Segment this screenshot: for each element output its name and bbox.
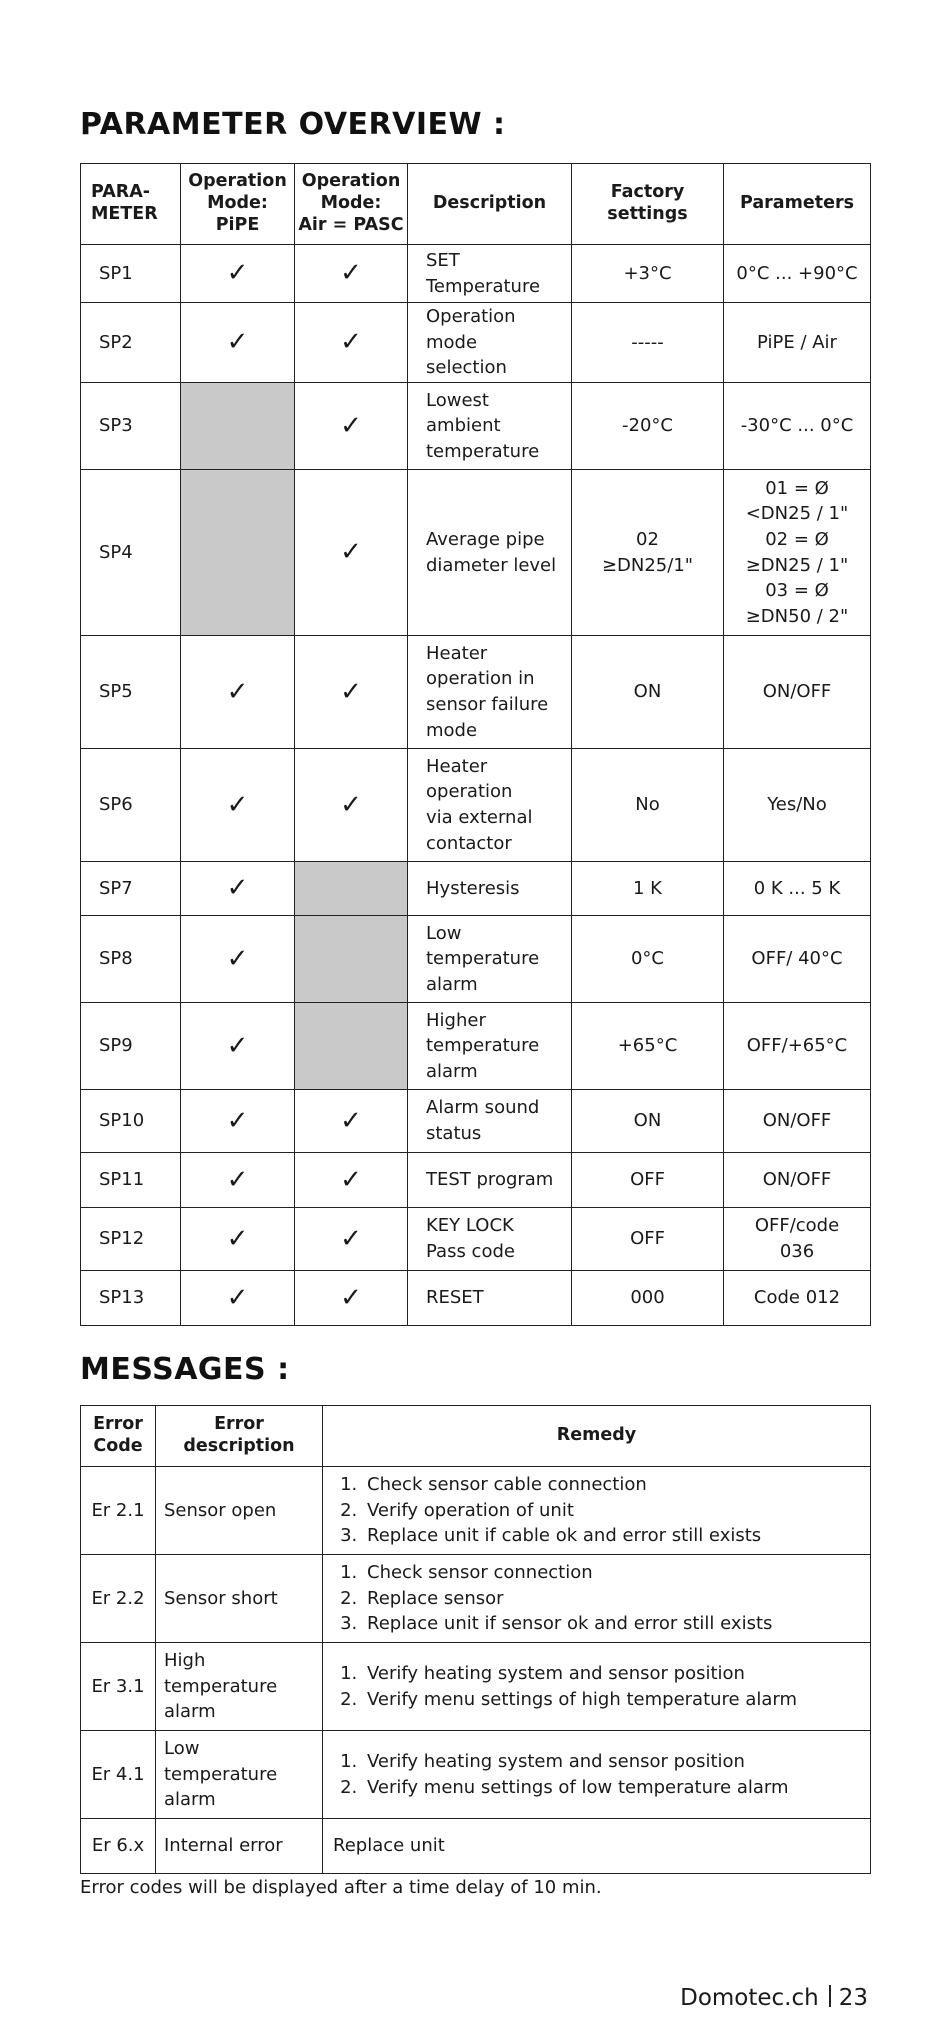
parameter-range-text: 0°C ... +90°C [736,262,858,284]
error-remedy [323,1467,871,1555]
parameter-table [80,163,871,1326]
error-remedy [323,1643,871,1731]
parameter-row [81,1208,871,1271]
factory-setting [572,916,724,1003]
parameter-range [724,303,871,383]
parameter-range-text: PiPE / Air [757,331,837,353]
parameter-range-text: 0 K ... 5 K [753,877,841,899]
page-footer [680,1985,868,2011]
parameter-code: SP13 [81,1271,181,1326]
checkmark-icon: ✓ [340,327,362,358]
factory-setting-text: ON [633,681,662,703]
parameter-range-text: ON/OFF [762,681,832,703]
header-parameters: Parameters [724,164,871,245]
factory-setting [572,862,724,916]
parameter-description-text: Higher temperature alarm [426,1009,540,1082]
factory-setting-text: OFF [630,1169,665,1191]
factory-setting [572,749,724,862]
parameter-row [81,383,871,470]
parameter-description [408,470,572,636]
parameter-range [724,749,871,862]
parameter-range [724,383,871,470]
parameter-description-text: Low temperature alarm [426,922,540,995]
parameter-range-text: OFF/ 40°C [751,948,843,970]
error-row [81,1467,871,1555]
checkmark-icon: ✓ [226,676,249,707]
error-code: Er 3.1 [81,1643,156,1731]
parameter-range [724,1003,871,1090]
error-description-text: Sensor short [164,1587,278,1609]
mode-pipe-cell [181,636,295,749]
messages-title: MESSAGES : [80,1352,290,1387]
parameter-code: SP5 [81,636,181,749]
remedy-step: 1. Verify heating system and sensor position [363,1749,870,1775]
parameter-code: SP1 [81,245,181,303]
error-remedy [323,1731,871,1819]
parameter-description [408,1271,572,1326]
error-row [81,1643,871,1731]
parameter-range [724,1090,871,1153]
factory-setting [572,245,724,303]
parameter-range [724,1271,871,1326]
checkmark-icon: ✓ [340,410,362,441]
parameter-range [724,245,871,303]
error-row [81,1731,871,1819]
error-code: Er 2.2 [81,1555,156,1643]
parameter-description-text: SET Temperature [426,249,541,297]
mode-pipe-cell [181,862,295,916]
error-code: Er 2.1 [81,1467,156,1555]
mode-pipe-cell [181,245,295,303]
parameter-code: SP7 [81,862,181,916]
parameter-code: SP6 [81,749,181,862]
factory-setting [572,1003,724,1090]
factory-setting [572,1153,724,1208]
parameter-description [408,1003,572,1090]
mode-pipe-cell [181,1003,295,1090]
parameter-code: SP10 [81,1090,181,1153]
factory-setting-text: 0°C [630,948,665,970]
parameter-range-text: Yes/No [767,794,827,816]
parameter-range-text: 01 = Ø <DN25 / 1" 02 = Ø ≥DN25 / 1" 03 = Ø ≥DN50 / 2" [745,477,849,627]
mode-pipe-not-applicable [181,470,295,636]
remedy-step: 1. Check sensor cable connection [363,1472,870,1498]
factory-setting-text: 02 ≥DN25/1" [601,528,694,576]
checkmark-icon: ✓ [340,1282,362,1313]
mode-air-cell [295,1153,408,1208]
parameter-row [81,1003,871,1090]
checkmark-icon: ✓ [340,537,362,568]
parameter-description-text: Alarm sound status [426,1097,540,1144]
factory-setting-text: ON [633,1110,662,1132]
parameter-description-text: Average pipe diameter level [426,528,557,576]
parameter-row [81,916,871,1003]
parameter-code: SP12 [81,1208,181,1271]
parameter-range [724,636,871,749]
checkmark-icon: ✓ [226,258,249,289]
parameter-code: SP4 [81,470,181,636]
parameter-description-text: Heater operation via external contactor [426,755,533,854]
parameter-row [81,1271,871,1326]
parameter-description-text: RESET [426,1287,484,1309]
remedy-step: 2. Verify operation of unit [363,1498,870,1524]
remedy-step: 3. Replace unit if sensor ok and error still exists [363,1611,870,1637]
mode-pipe-cell [181,916,295,1003]
parameter-code: SP8 [81,916,181,1003]
factory-setting [572,470,724,636]
parameter-description [408,749,572,862]
checkmark-icon: ✓ [340,676,362,707]
parameter-range-text: Code 012 [753,1287,841,1309]
factory-setting [572,383,724,470]
mode-air-cell [295,749,408,862]
mode-air-not-applicable [295,862,408,916]
mode-pipe-not-applicable [181,383,295,470]
remedy-step: 1. Check sensor connection [363,1560,870,1586]
parameter-row [81,749,871,862]
messages-footnote: Error codes will be displayed after a time delay of 10 min. [80,1877,602,1898]
parameter-range [724,1208,871,1271]
checkmark-icon: ✓ [226,1164,249,1195]
parameter-code: SP2 [81,303,181,383]
factory-setting-text: 1 K [633,877,662,899]
factory-setting [572,1090,724,1153]
error-row [81,1555,871,1643]
parameter-range [724,916,871,1003]
parameter-description-text: Hysteresis [426,877,520,899]
factory-setting-text: +3°C [623,262,672,284]
checkmark-icon: ✓ [226,1282,249,1313]
checkmark-icon: ✓ [226,873,249,904]
parameter-description [408,916,572,1003]
remedy-list [333,1749,870,1800]
parameter-range-text: OFF/+65°C [746,1035,848,1057]
parameter-range [724,862,871,916]
header-factory-settings: Factory settings [572,164,724,245]
checkmark-icon: ✓ [340,258,362,289]
parameter-description [408,245,572,303]
remedy-step: 2. Verify menu settings of high temperature alarm [363,1687,870,1713]
parameter-row [81,1153,871,1208]
mode-air-cell [295,383,408,470]
parameter-overview-title: PARAMETER OVERVIEW : [80,107,506,142]
factory-setting [572,303,724,383]
parameter-description [408,383,572,470]
parameter-description [408,636,572,749]
mode-air-cell [295,1271,408,1326]
header-mode-air: Operation Mode: Air = PASC [295,164,408,245]
mode-air-cell [295,1208,408,1271]
checkmark-icon: ✓ [226,1030,249,1061]
mode-pipe-cell [181,1090,295,1153]
error-description [156,1731,323,1819]
checkmark-icon: ✓ [340,1105,362,1136]
messages-table-header [81,1406,871,1467]
parameter-table-header [81,164,871,245]
error-description [156,1643,323,1731]
parameter-description [408,862,572,916]
remedy-step: 2. Replace sensor [363,1586,870,1612]
parameter-row [81,862,871,916]
checkmark-icon: ✓ [226,789,249,820]
mode-air-not-applicable [295,1003,408,1090]
parameter-description [408,1090,572,1153]
mode-air-cell [295,470,408,636]
remedy-list [333,1661,870,1712]
mode-pipe-cell [181,303,295,383]
factory-setting-text: +65°C [617,1035,678,1057]
parameter-range-text: OFF/code 036 [754,1215,840,1262]
remedy-step: 1. Verify heating system and sensor position [363,1661,870,1687]
footer-separator [829,1985,831,2007]
error-code: Er 6.x [81,1819,156,1874]
checkmark-icon: ✓ [226,1105,249,1136]
mode-pipe-cell [181,1153,295,1208]
factory-setting-text: 000 [630,1287,665,1309]
factory-setting-text: ----- [631,331,664,353]
remedy-list [333,1560,870,1637]
parameter-range-text: -30°C ... 0°C [740,415,854,437]
parameter-description-text: KEY LOCK Pass code [426,1215,515,1262]
remedy-list [333,1472,870,1549]
parameter-code: SP11 [81,1153,181,1208]
factory-setting [572,636,724,749]
header-error-description: Error description [156,1406,323,1467]
header-description: Description [408,164,572,245]
remedy-step: 3. Replace unit if cable ok and error still exists [363,1523,870,1549]
mode-air-cell [295,636,408,749]
header-remedy: Remedy [323,1406,871,1467]
error-description [156,1467,323,1555]
parameter-code: SP3 [81,383,181,470]
remedy-step: 2. Verify menu settings of low temperature alarm [363,1775,870,1801]
checkmark-icon: ✓ [340,789,362,820]
mode-pipe-cell [181,1271,295,1326]
messages-table [80,1405,871,1874]
error-remedy [323,1819,871,1874]
remedy-text: Replace unit [333,1835,445,1857]
header-error-code: Error Code [81,1406,156,1467]
checkmark-icon: ✓ [340,1164,362,1195]
checkmark-icon: ✓ [226,1223,249,1254]
mode-air-cell [295,303,408,383]
parameter-description-text: Lowest ambient temperature [426,389,540,462]
mode-air-not-applicable [295,916,408,1003]
checkmark-icon: ✓ [226,943,249,974]
parameter-range-text: ON/OFF [762,1169,832,1191]
parameter-code: SP9 [81,1003,181,1090]
parameter-range [724,1153,871,1208]
factory-setting-text: OFF [630,1228,665,1250]
error-description [156,1819,323,1874]
factory-setting [572,1271,724,1326]
parameter-row [81,470,871,636]
error-description-text: Sensor open [164,1499,277,1521]
parameter-row [81,303,871,383]
footer-site: Domotec.ch [680,1985,819,2011]
footer-page-number: 23 [838,1985,868,2011]
parameter-row [81,245,871,303]
parameter-description-text: TEST program [426,1169,554,1191]
checkmark-icon: ✓ [226,327,249,358]
factory-setting [572,1208,724,1271]
mode-pipe-cell [181,1208,295,1271]
factory-setting-text: -20°C [622,415,673,437]
header-mode-pipe: Operation Mode: PiPE [181,164,295,245]
error-remedy [323,1555,871,1643]
mode-pipe-cell [181,749,295,862]
parameter-description [408,1153,572,1208]
factory-setting-text: No [635,794,660,816]
mode-air-cell [295,245,408,303]
error-description-text: High temperature alarm [164,1650,278,1723]
error-description [156,1555,323,1643]
parameter-range-text: ON/OFF [762,1110,832,1132]
error-code: Er 4.1 [81,1731,156,1819]
parameter-row [81,1090,871,1153]
error-row [81,1819,871,1874]
parameter-description-text: Heater operation in sensor failure mode [426,642,549,741]
checkmark-icon: ✓ [340,1223,362,1254]
parameter-description-text: Operation mode selection [426,306,516,379]
parameter-description [408,303,572,383]
parameter-description [408,1208,572,1271]
header-parameter: PARA- METER [81,164,181,245]
mode-air-cell [295,1090,408,1153]
parameter-row [81,636,871,749]
parameter-range [724,470,871,636]
error-description-text: Internal error [164,1835,283,1857]
error-description-text: Low temperature alarm [164,1738,278,1811]
